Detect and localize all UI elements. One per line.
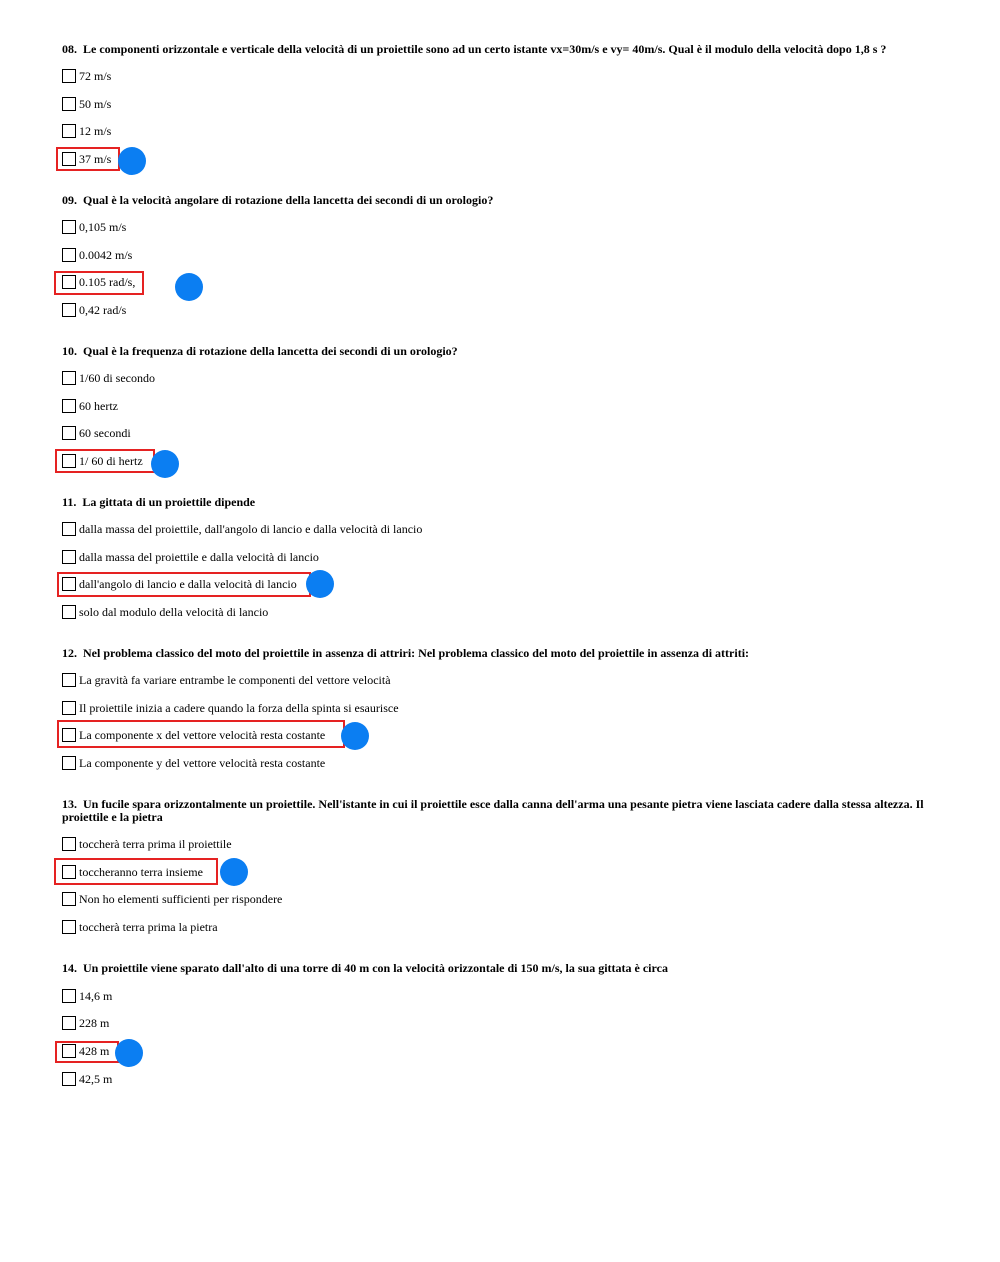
option-3[interactable]	[62, 274, 135, 290]
option-2[interactable]	[62, 864, 203, 880]
answer-marker-dot	[306, 570, 334, 598]
checkbox[interactable]	[62, 454, 76, 468]
option-3[interactable]	[62, 727, 325, 743]
option-label: 0.0042 m/s	[79, 248, 133, 262]
question-14	[62, 961, 942, 1086]
checkbox[interactable]	[62, 152, 76, 166]
option-label: 1/ 60 di hertz	[79, 454, 143, 468]
checkbox[interactable]	[62, 728, 76, 742]
question-text: Qual è la frequenza di rotazione della lancetta dei secondi di un orologio?	[83, 344, 458, 358]
option-label: 0,42 rad/s	[79, 303, 127, 317]
question-09	[62, 193, 942, 317]
option-3[interactable]	[62, 123, 111, 139]
option-3[interactable]	[62, 1043, 109, 1059]
option-label: dall'angolo di lancio e dalla velocità di lancio	[79, 577, 297, 591]
option-label: 428 m	[79, 1044, 110, 1058]
option-label: 228 m	[79, 1016, 110, 1030]
option-4[interactable]	[62, 302, 126, 318]
option-4[interactable]	[62, 919, 218, 935]
question-number: 13.	[62, 797, 77, 811]
checkbox[interactable]	[62, 248, 76, 262]
checkbox[interactable]	[62, 920, 76, 934]
option-1[interactable]	[62, 836, 232, 852]
question-13	[62, 797, 942, 934]
question-number: 11.	[62, 495, 77, 509]
option-label: 37 m/s	[79, 152, 112, 166]
option-label: toccheranno terra insieme	[79, 865, 203, 879]
option-4[interactable]	[62, 604, 268, 620]
answer-marker-dot	[220, 858, 248, 886]
checkbox[interactable]	[62, 220, 76, 234]
question-number: 12.	[62, 646, 77, 660]
checkbox[interactable]	[62, 989, 76, 1003]
option-label: 12 m/s	[79, 124, 112, 138]
question-number: 09.	[62, 193, 77, 207]
answer-marker-dot	[175, 273, 203, 301]
question-08	[62, 42, 942, 166]
option-label: 0.105 rad/s,	[79, 275, 136, 289]
option-1[interactable]	[62, 988, 112, 1004]
question-title	[62, 345, 942, 358]
question-title	[62, 962, 942, 975]
option-label: dalla massa del proiettile, dall'angolo di lancio e dalla velocità di lancio	[79, 522, 423, 536]
option-1[interactable]	[62, 672, 391, 688]
answer-marker-dot	[341, 722, 369, 750]
option-2[interactable]	[62, 247, 132, 263]
checkbox[interactable]	[62, 124, 76, 138]
checkbox[interactable]	[62, 275, 76, 289]
option-2[interactable]	[62, 1015, 109, 1031]
option-label: 14,6 m	[79, 989, 113, 1003]
option-label: 60 hertz	[79, 399, 118, 413]
checkbox[interactable]	[62, 426, 76, 440]
question-number: 10.	[62, 344, 77, 358]
question-text: La gittata di un proiettile dipende	[82, 495, 256, 509]
option-label: La gravità fa variare entrambe le componenti del vettore velocità	[79, 673, 391, 687]
question-number: 14.	[62, 961, 77, 975]
option-label: toccherà terra prima la pietra	[79, 920, 218, 934]
checkbox[interactable]	[62, 550, 76, 564]
checkbox[interactable]	[62, 605, 76, 619]
option-3[interactable]	[62, 425, 131, 441]
option-label: 72 m/s	[79, 69, 112, 83]
question-text: Nel problema classico del moto del proiettile in assenza di attriri: Nel problema classico del moto del proiettile in assenza di attriti:	[83, 646, 750, 660]
option-4[interactable]	[62, 755, 325, 771]
answer-marker-dot	[118, 147, 146, 175]
option-1[interactable]	[62, 370, 155, 386]
question-11	[62, 495, 942, 619]
question-title	[62, 43, 942, 56]
question-title	[62, 194, 942, 207]
option-2[interactable]	[62, 96, 111, 112]
question-text: Le componenti orizzontale e verticale della velocità di un proiettile sono ad un certo istante vx=30m/s e vy= 40m/s. Qual è il modulo della velocità dopo 1,8 s ?	[83, 42, 887, 56]
option-2[interactable]	[62, 398, 118, 414]
option-3[interactable]	[62, 576, 297, 592]
checkbox[interactable]	[62, 97, 76, 111]
checkbox[interactable]	[62, 577, 76, 591]
checkbox[interactable]	[62, 522, 76, 536]
answer-marker-dot	[115, 1039, 143, 1067]
answer-marker-dot	[151, 450, 179, 478]
option-4[interactable]	[62, 453, 143, 469]
question-title	[62, 496, 942, 509]
checkbox[interactable]	[62, 399, 76, 413]
checkbox[interactable]	[62, 1044, 76, 1058]
question-text: Qual è la velocità angolare di rotazione della lancetta dei secondi di un orologio?	[83, 193, 494, 207]
checkbox[interactable]	[62, 756, 76, 770]
question-text: Un fucile spara orizzontalmente un proiettile. Nell'istante in cui il proiettile esce dalla canna dell'arma una pesante pietra viene lasciata cadere dalla stessa altezza. Il proiettile e la pietra	[62, 797, 924, 824]
option-label: 60 secondi	[79, 426, 131, 440]
checkbox[interactable]	[62, 371, 76, 385]
checkbox[interactable]	[62, 701, 76, 715]
option-1[interactable]	[62, 68, 111, 84]
checkbox[interactable]	[62, 865, 76, 879]
option-3[interactable]	[62, 891, 282, 907]
checkbox[interactable]	[62, 837, 76, 851]
option-label: Non ho elementi sufficienti per rispondere	[79, 892, 283, 906]
checkbox[interactable]	[62, 1072, 76, 1086]
option-1[interactable]	[62, 219, 126, 235]
option-label: 50 m/s	[79, 97, 112, 111]
checkbox[interactable]	[62, 303, 76, 317]
option-label: toccherà terra prima il proiettile	[79, 837, 232, 851]
option-2[interactable]	[62, 700, 399, 716]
question-title	[62, 798, 942, 824]
option-2[interactable]	[62, 549, 319, 565]
checkbox[interactable]	[62, 1016, 76, 1030]
option-label: 0,105 m/s	[79, 220, 127, 234]
option-label: dalla massa del proiettile e dalla velocità di lancio	[79, 550, 319, 564]
checkbox[interactable]	[62, 69, 76, 83]
question-12	[62, 646, 942, 770]
option-label: 1/60 di secondo	[79, 371, 155, 385]
option-label: La componente y del vettore velocità resta costante	[79, 756, 326, 770]
option-4[interactable]	[62, 151, 111, 167]
question-10	[62, 344, 942, 468]
checkbox[interactable]	[62, 892, 76, 906]
option-4[interactable]	[62, 1071, 112, 1087]
option-label: 42,5 m	[79, 1072, 113, 1086]
question-number: 08.	[62, 42, 77, 56]
option-label: Il proiettile inizia a cadere quando la forza della spinta si esaurisce	[79, 701, 399, 715]
option-1[interactable]	[62, 521, 422, 537]
question-text: Un proiettile viene sparato dall'alto di una torre di 40 m con la velocità orizzontale di 150 m/s, la sua gittata è circa	[83, 961, 668, 975]
option-label: solo dal modulo della velocità di lancio	[79, 605, 269, 619]
checkbox[interactable]	[62, 673, 76, 687]
option-label: La componente x del vettore velocità resta costante	[79, 728, 326, 742]
question-title	[62, 647, 942, 660]
